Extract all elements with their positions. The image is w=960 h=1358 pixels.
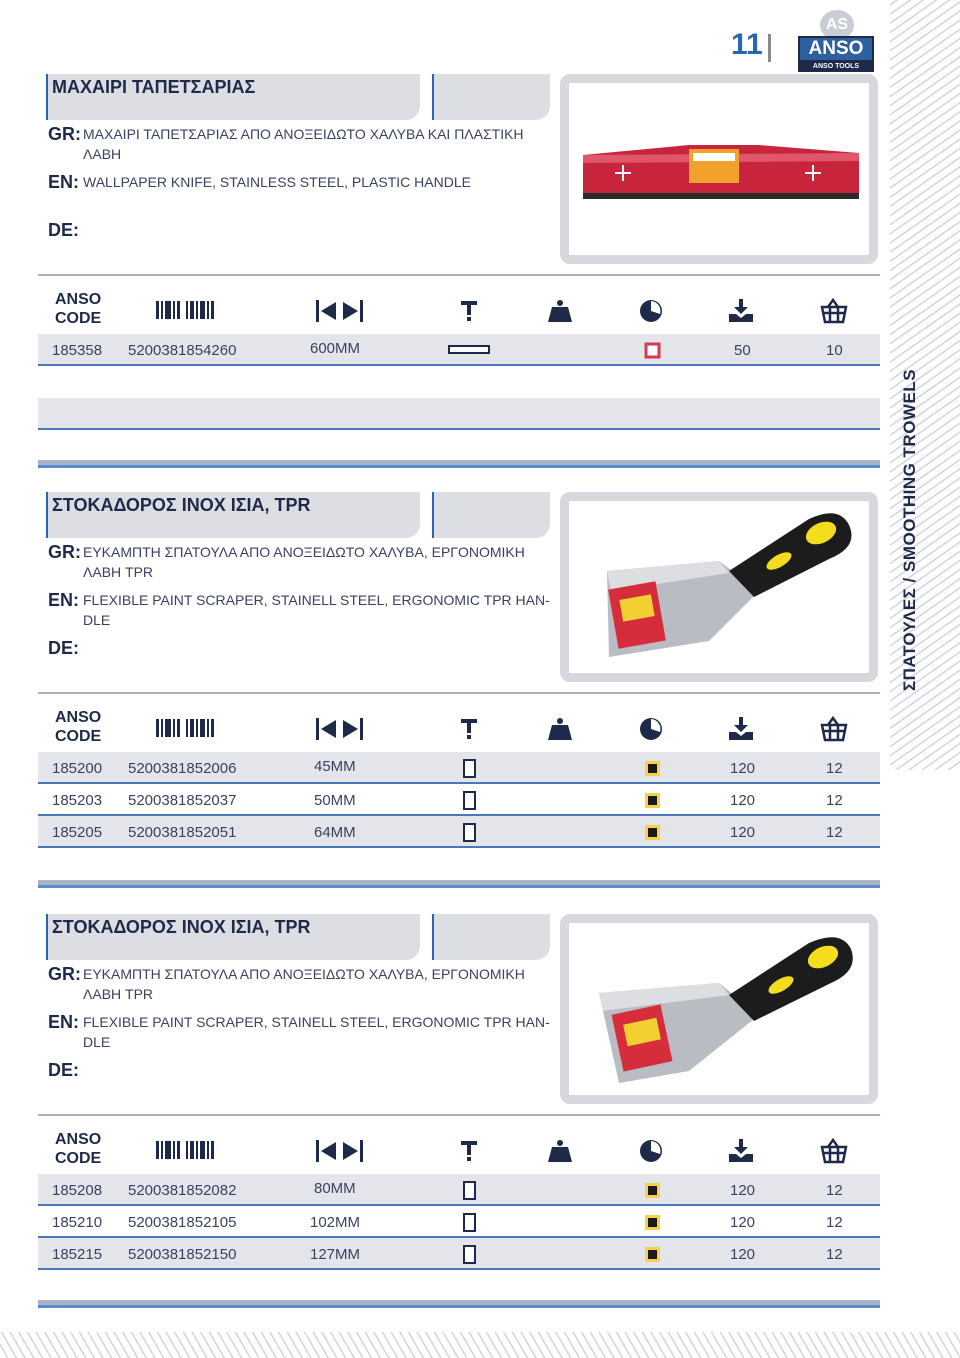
cell-code: 185200 [52, 760, 103, 777]
cell-outer-pack: 12 [826, 792, 843, 809]
lang-label-en: EN: [48, 172, 79, 192]
section-separator [38, 880, 880, 888]
lang-label-de: DE: [48, 1060, 79, 1080]
page-number-divider [768, 34, 771, 62]
description-text-gr: ΕΥΚΑΜΠΤΗ ΣΠΑΤΟΥΛΑ ΑΠΟ ΑΝΟΞΕΙΔΩΤΟ ΧΑΛΥΒΑ, ΕΡΓΟΝΟΜΙΚΗ ΛΑΒΗ TPR [83, 544, 525, 580]
description-text-en: FLEXIBLE PAINT SCRAPER, STAINELL STEEL, ERGONOMIC TPR HAN-DLE [83, 592, 550, 628]
section-separator [38, 460, 880, 468]
cell-ean: 5200381852051 [128, 824, 237, 841]
section-title: ΣΤΟΚΑΔΟΡΟΣ ΙΝΟΧ ΙΣΙΑ, TPR [52, 917, 311, 937]
table-row [38, 1238, 880, 1270]
cell-outer-pack: 10 [826, 342, 843, 359]
clock-icon [638, 716, 668, 742]
lang-label-gr: GR: [48, 542, 81, 562]
cell-ean: 5200381852105 [128, 1214, 237, 1231]
table-row [38, 1174, 880, 1206]
cell-code: 185210 [52, 1214, 103, 1231]
square-marker-icon [644, 342, 662, 360]
box-icon [728, 298, 758, 324]
cell-size: 45MM [314, 758, 356, 775]
size-arrows-icon [316, 1138, 364, 1164]
cell-size: 102MM [310, 1214, 361, 1231]
section-title: ΣΤΟΚΑΔΟΡΟΣ ΙΝΟΧ ΙΣΙΑ, TPR [52, 495, 311, 515]
cell-outer-pack: 12 [826, 760, 843, 777]
lang-label-en: EN: [48, 590, 79, 610]
size-arrows-icon [316, 716, 364, 742]
table-row [38, 1206, 880, 1238]
tool-icon [458, 298, 488, 324]
product-image [560, 74, 878, 264]
cell-ean: 5200381852150 [128, 1246, 237, 1263]
scraper-illustration [569, 923, 869, 1095]
basket-icon [820, 298, 850, 324]
cell-inner-pack: 120 [730, 1182, 756, 1199]
cell-ean: 5200381852006 [128, 760, 237, 777]
cell-ean: 5200381852082 [128, 1182, 237, 1199]
cell-outer-pack: 12 [826, 1214, 843, 1231]
cell-code: 185205 [52, 824, 103, 841]
lang-label-de: DE: [48, 220, 79, 240]
basket-icon [820, 1138, 850, 1164]
tool-icon [458, 716, 488, 742]
tall-rect-icon [462, 1180, 478, 1202]
box-icon [728, 1138, 758, 1164]
cell-code: 185208 [52, 1182, 103, 1199]
clock-icon [638, 298, 668, 324]
section-title-tab [46, 492, 420, 538]
tall-rect-icon [462, 758, 478, 780]
description-text-gr: ΜΑΧΑΙΡΙ ΤΑΠΕΤΣΑΡΙΑΣ ΑΠΟ ΑΝΟΞΕΙΔΩΤΟ ΧΑΛΥΒΑ ΚΑΙ ΠΛΑΣΤΙΚΗ ΛΑΒΗ [83, 126, 524, 162]
table-row [38, 334, 880, 366]
weight-icon [546, 716, 576, 742]
logo-mark: AS [820, 10, 854, 40]
column-header-code: ANSO CODE [55, 291, 102, 327]
section-title-tab [46, 74, 420, 120]
product-image [560, 914, 878, 1104]
logo-subtitle: ANSO TOOLS [798, 62, 874, 72]
product-image [560, 492, 878, 682]
basket-icon [820, 716, 850, 742]
barcode-icon [156, 716, 186, 742]
cell-size: 127MM [310, 1246, 361, 1263]
table-row [38, 752, 880, 784]
tall-rect-icon [462, 790, 478, 812]
cell-size: 80MM [314, 1180, 356, 1197]
cell-outer-pack: 12 [826, 824, 843, 841]
cell-size: 600MM [310, 340, 361, 357]
tall-rect-icon [462, 1244, 478, 1266]
description-text-gr: ΕΥΚΑΜΠΤΗ ΣΠΑΤΟΥΛΑ ΑΠΟ ΑΝΟΞΕΙΔΩΤΟ ΧΑΛΥΒΑ, ΕΡΓΟΝΟΜΙΚΗ ΛΑΒΗ TPR [83, 966, 525, 1002]
size-arrows-icon [316, 298, 364, 324]
wallpaper-knife-illustration [569, 83, 869, 255]
tool-icon [458, 1138, 488, 1164]
section-tab-secondary [432, 492, 550, 538]
cell-ean: 5200381854260 [128, 342, 237, 359]
cell-inner-pack: 120 [730, 824, 756, 841]
page-number: 11 [731, 28, 763, 61]
section-title-tab [46, 914, 420, 960]
lang-label-gr: GR: [48, 124, 81, 144]
cell-outer-pack: 12 [826, 1182, 843, 1199]
cell-code: 185215 [52, 1246, 103, 1263]
section-title: ΜΑΧΑΙΡΙ ΤΑΠΕΤΣΑΡΙΑΣ [52, 77, 256, 97]
square-marker-icon [644, 1246, 662, 1264]
cell-inner-pack: 120 [730, 760, 756, 777]
barcode-icon [156, 1138, 186, 1164]
cell-inner-pack: 120 [730, 792, 756, 809]
tall-rect-icon [462, 822, 478, 844]
square-marker-icon [644, 1182, 662, 1200]
hatch-pattern-bottom [0, 1332, 960, 1358]
cell-code: 185203 [52, 792, 103, 809]
long-rect-icon [448, 344, 492, 356]
cell-code: 185358 [52, 342, 103, 359]
cell-outer-pack: 12 [826, 1246, 843, 1263]
cell-inner-pack: 120 [730, 1214, 756, 1231]
anso-logo [798, 10, 876, 70]
section-tab-secondary [432, 914, 550, 960]
cell-inner-pack: 50 [734, 342, 751, 359]
barcode-icon [156, 298, 186, 324]
cell-ean: 5200381852037 [128, 792, 237, 809]
section-tab-secondary [432, 74, 550, 120]
table-row [38, 784, 880, 816]
cell-inner-pack: 120 [730, 1246, 756, 1263]
square-marker-icon [644, 1214, 662, 1232]
section-separator [38, 1300, 880, 1308]
table-row [38, 816, 880, 848]
product-section-wallpaper-knife [38, 74, 880, 474]
square-marker-icon [644, 824, 662, 842]
product-section-scraper-2 [38, 914, 880, 1314]
column-header-code: ANSO CODE [55, 1131, 102, 1167]
box-icon [728, 716, 758, 742]
empty-row [38, 398, 880, 430]
column-header-code: ANSO CODE [55, 709, 102, 745]
product-section-scraper-1 [38, 492, 880, 862]
scraper-illustration [569, 501, 869, 673]
tall-rect-icon [462, 1212, 478, 1234]
description-text-en: WALLPAPER KNIFE, STAINLESS STEEL, PLASTIC HANDLE [83, 174, 471, 190]
description-text-en: FLEXIBLE PAINT SCRAPER, STAINELL STEEL, ERGONOMIC TPR HAN-DLE [83, 1014, 550, 1050]
lang-label-de: DE: [48, 638, 79, 658]
square-marker-icon [644, 760, 662, 778]
square-marker-icon [644, 792, 662, 810]
lang-label-gr: GR: [48, 964, 81, 984]
lang-label-en: EN: [48, 1012, 79, 1032]
weight-icon [546, 1138, 576, 1164]
cell-size: 50MM [314, 792, 356, 809]
logo-brand: ANSO [798, 36, 874, 62]
weight-icon [546, 298, 576, 324]
clock-icon [638, 1138, 668, 1164]
side-category-label: ΣΠΑΤΟΥΛΕΣ / SMOOTHING TROWELS [900, 368, 919, 692]
cell-size: 64MM [314, 824, 356, 841]
